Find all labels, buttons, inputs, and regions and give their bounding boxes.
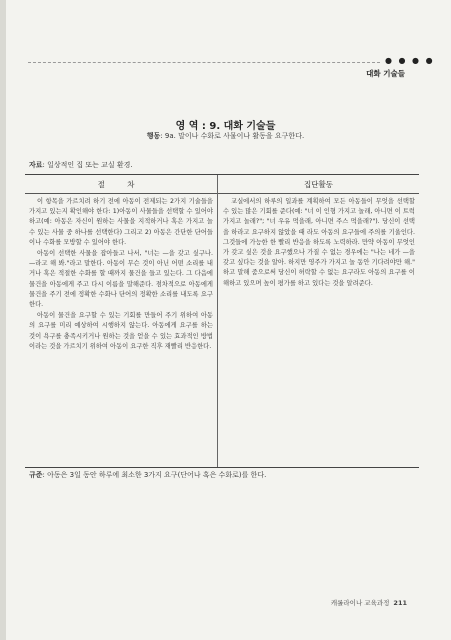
procedure-column bbox=[29, 197, 213, 353]
column-divider bbox=[217, 175, 218, 467]
behavior-text: : 9a. 말이나 수화로 사물이나 활동을 요구한다. bbox=[160, 132, 305, 140]
table-header bbox=[25, 175, 419, 194]
procedure-paragraph: 아동이 선택한 사물을 잡아들고 나서, "너는 —을 갖고 싶구나. —라고 해 봐."라고 말한다. 아동이 무슨 것이 아닌 어떤 소리를 내거나 혹은 적절한 수화를 할 때까지 물건을 들고 있는다. 그 다음에 물건을 아동에게 주고 다시 이름을 말해준다. 점차적으로 아동에게 물건을 주기 전에 정확한 수화나 단어의 정확한 소리를 내도록 요구한다. bbox=[29, 250, 213, 309]
procedure-paragraph: 아동이 물건을 요구할 수 있는 기회를 만들어 주기 위하여 아동의 요구를 미리 예상하여 시행하지 않는다. 아동에게 요구를 하는 것이 욕구를 충족시키거나 원하는 것을 얻을 수 있는 효과적인 방법이라는 것을 가르치기 위하여 아동이 요구한 직후 재빨리 반응한다. bbox=[29, 312, 213, 350]
binding-gutter bbox=[0, 0, 6, 640]
procedure-header: 절 차 bbox=[97, 180, 145, 189]
group-activity-column bbox=[223, 197, 415, 290]
section-label: 대화 기술들 bbox=[366, 69, 405, 78]
criteria-line bbox=[29, 470, 266, 480]
materials-label: 자료 bbox=[29, 161, 43, 169]
page-title: 영 역 : 9. 대화 기술들 bbox=[175, 121, 276, 132]
page-number: 211 bbox=[393, 599, 407, 607]
materials-text: : 일상적인 집 또는 교실 환경. bbox=[42, 161, 133, 169]
group-activity-paragraph: 교실에서의 하루의 일과를 계획하여 모든 아동들이 무엇을 선택할 수 있는 많은 기회를 준다(예: "너 이 인형 가지고 놀래, 아니면 이 트럭 가지고 놀래?"; "너 우유 먹을래, 아니면 주스 먹을래?"). 당신이 선택을 하라고 요구하지 않았을 때 라도 아동의 요구들에 주의를 기울인다. 그것들에 가능한 한 빨리 반응을 하도록 노력하라. 만약 아동이 무엇인가 갖고 싶은 것을 요구했으나 가질 수 없는 경우에는 "나는 네가 —을 갖고 싶다는 것을 알아. 하지만 영주가 가지고 놀 동안 기다려야만 해." 하고 말해 줌으로써 당신이 허락할 수 없는 요구라도 아동의 요구를 이해하고 있으며 높이 평가를 하고 있다는 것을 알려준다. bbox=[223, 198, 415, 287]
criteria-text: : 아동은 3일 동안 하루에 최소한 3가지 요구(단어나 혹은 수화로)를 한다. bbox=[42, 471, 267, 479]
materials-line bbox=[29, 160, 133, 170]
criteria-label: 규준 bbox=[29, 471, 43, 479]
header-rule bbox=[28, 62, 380, 63]
behavior-line bbox=[0, 131, 451, 141]
group-activity-header: 집단활동 bbox=[304, 180, 333, 189]
procedure-paragraph: 이 항목을 가르치려 하기 전에 아동이 전제되는 2가지 기술들을 가지고 있는지 확인해야 한다: 1)아동이 사물들을 선택할 수 있어야 하고(예: 아동은 자신이 원하는 사물을 지적하거나 혹은 가지고 놀 수 있는 사물 중 하나를 선택한다) 그리고 2) 아동은 간단한 단어들이나 수화를 모방할 수 있어야 한다. bbox=[29, 198, 213, 246]
activity-table bbox=[25, 174, 419, 468]
header-dots: ● ● ● ● bbox=[385, 56, 435, 65]
footer-book-title: 캐롤라이나 교육과정 bbox=[330, 599, 390, 607]
behavior-label: 행동 bbox=[146, 132, 161, 140]
page-footer bbox=[331, 598, 407, 607]
